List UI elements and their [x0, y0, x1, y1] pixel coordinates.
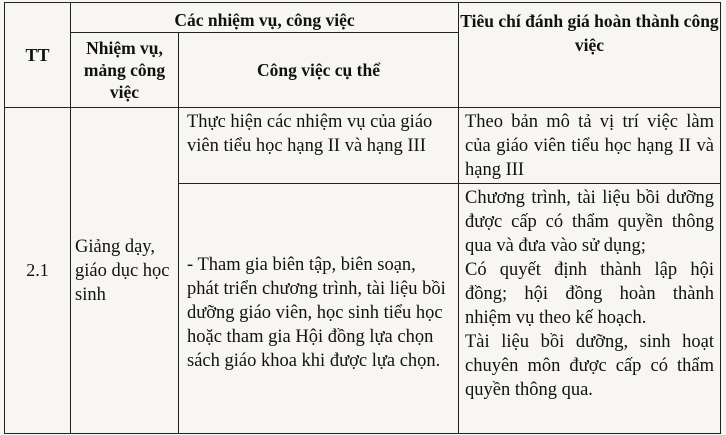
task-2: - Tham gia biên tập, biên soạn, phát triển chương trình, tài liệu bồi dưỡng giáo viên, học sinh tiểu học hoặc tham gia Hội đồng lựa chọn sách giáo khoa khi được lựa chọn. — [179, 184, 459, 434]
header-tt: TT — [5, 3, 71, 108]
criteria-2-line: Chương trình, tài liệu bồi dưỡng được cấp có thẩm quyền thông qua và đưa vào sử dụng; — [465, 188, 714, 256]
header-criteria: Tiêu chí đánh giá hoàn thành công việc — [459, 3, 721, 108]
row-area: Giảng dạy, giáo dục học sinh — [71, 108, 179, 434]
criteria-2-line: Có quyết định thành lập hội đồng; hội đồng hoàn thành nhiệm vụ theo kế hoạch. — [465, 260, 714, 328]
criteria-2 — [459, 184, 721, 434]
header-task: Công việc cụ thể — [179, 33, 459, 108]
header-area: Nhiệm vụ, mảng công việc — [71, 33, 179, 108]
task-1: Thực hiện các nhiệm vụ của giáo viên tiểu học hạng II và hạng III — [179, 108, 459, 184]
criteria-1: Theo bản mô tả vị trí việc làm của giáo viên tiểu học hạng II và hạng III — [459, 108, 721, 184]
header-task-group: Các nhiệm vụ, công việc — [71, 3, 459, 33]
criteria-2-line: Tài liệu bồi dưỡng, sinh hoạt chuyên môn được cấp có thẩm quyền thông qua. — [465, 332, 714, 400]
task-criteria-table — [4, 2, 721, 434]
row-number: 2.1 — [5, 108, 71, 434]
